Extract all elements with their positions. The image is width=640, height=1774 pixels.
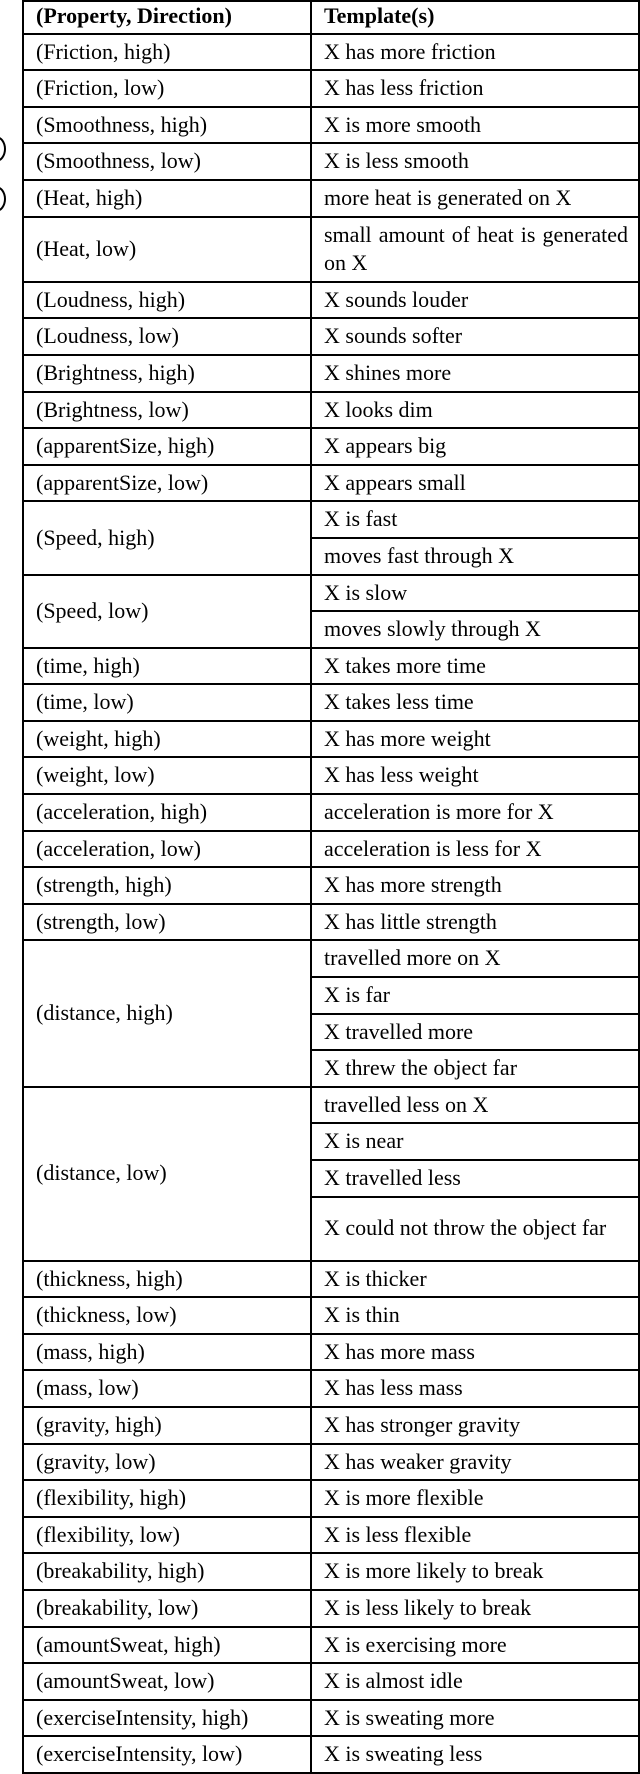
template-cell: X looks dim: [311, 392, 639, 429]
template-cell: X is thin: [311, 1297, 639, 1334]
property-direction-cell: (Brightness, high): [23, 355, 311, 392]
table-row: [23, 1627, 639, 1664]
template-cell: X has less mass: [311, 1370, 639, 1407]
template-table-container: [22, 0, 638, 1774]
margin-bracket-mark: [0, 136, 8, 162]
template-cell: moves slowly through X: [311, 611, 639, 648]
property-direction-cell: (gravity, high): [23, 1407, 311, 1444]
template-cell: X has more mass: [311, 1334, 639, 1371]
template-cell: X sounds softer: [311, 318, 639, 355]
template-cell: X is sweating more: [311, 1700, 639, 1737]
property-direction-cell: (Loudness, low): [23, 318, 311, 355]
property-direction-cell: (apparentSize, low): [23, 465, 311, 502]
template-cell: more heat is generated on X: [311, 180, 639, 217]
property-direction-cell: (Heat, high): [23, 180, 311, 217]
template-cell: X is more smooth: [311, 107, 639, 144]
property-direction-cell: (thickness, low): [23, 1297, 311, 1334]
property-direction-cell: (weight, low): [23, 757, 311, 794]
property-direction-cell: (strength, high): [23, 867, 311, 904]
property-direction-cell: (mass, low): [23, 1370, 311, 1407]
table-row: [23, 1407, 639, 1444]
table-row: [23, 1590, 639, 1627]
template-cell: X is thicker: [311, 1261, 639, 1298]
template-cell: X is almost idle: [311, 1663, 639, 1700]
property-direction-cell: (time, low): [23, 684, 311, 721]
table-row: [23, 501, 639, 538]
table-body: [23, 34, 639, 1773]
template-cell: X shines more: [311, 355, 639, 392]
property-direction-cell: (flexibility, high): [23, 1480, 311, 1517]
table-row: [23, 318, 639, 355]
template-cell: X has more strength: [311, 867, 639, 904]
table-row: [23, 392, 639, 429]
template-cell: X travelled more: [311, 1014, 639, 1051]
property-direction-cell: (Smoothness, high): [23, 107, 311, 144]
property-direction-cell: (acceleration, high): [23, 794, 311, 831]
table-header-row: [23, 1, 639, 34]
property-direction-cell: (breakability, high): [23, 1553, 311, 1590]
property-direction-cell: (apparentSize, high): [23, 428, 311, 465]
property-direction-cell: (time, high): [23, 648, 311, 685]
table-row: [23, 1700, 639, 1737]
table-row: [23, 1517, 639, 1554]
table-row: [23, 940, 639, 977]
property-direction-cell: (Friction, high): [23, 34, 311, 71]
property-direction-cell: (Speed, high): [23, 501, 311, 574]
property-direction-cell: (acceleration, low): [23, 831, 311, 868]
table-row: [23, 648, 639, 685]
property-direction-cell: (thickness, high): [23, 1261, 311, 1298]
property-template-table: [22, 0, 640, 1774]
template-cell: X is exercising more: [311, 1627, 639, 1664]
property-direction-cell: (breakability, low): [23, 1590, 311, 1627]
table-row: [23, 1553, 639, 1590]
table-row: [23, 1370, 639, 1407]
template-cell: X is fast: [311, 501, 639, 538]
template-cell: X is more likely to break: [311, 1553, 639, 1590]
template-cell: travelled more on X: [311, 940, 639, 977]
table-row: [23, 757, 639, 794]
template-cell: acceleration is less for X: [311, 831, 639, 868]
property-direction-cell: (amountSweat, low): [23, 1663, 311, 1700]
template-cell: X travelled less: [311, 1160, 639, 1197]
template-cell: X has less friction: [311, 70, 639, 107]
table-row: [23, 107, 639, 144]
template-cell: X is less smooth: [311, 143, 639, 180]
property-direction-cell: (Smoothness, low): [23, 143, 311, 180]
table-row: [23, 1480, 639, 1517]
property-direction-cell: (distance, low): [23, 1087, 311, 1261]
property-direction-cell: (exerciseIntensity, high): [23, 1700, 311, 1737]
table-row: [23, 1444, 639, 1481]
template-cell: X appears big: [311, 428, 639, 465]
template-cell: X takes more time: [311, 648, 639, 685]
header-property-direction: (Property, Direction): [23, 1, 311, 34]
template-cell: X is less likely to break: [311, 1590, 639, 1627]
property-direction-cell: (Brightness, low): [23, 392, 311, 429]
template-cell: X is slow: [311, 575, 639, 612]
template-cell: X is sweating less: [311, 1736, 639, 1773]
table-row: [23, 1334, 639, 1371]
template-cell: X takes less time: [311, 684, 639, 721]
table-row: [23, 465, 639, 502]
property-direction-cell: (strength, low): [23, 904, 311, 941]
template-cell: X has stronger gravity: [311, 1407, 639, 1444]
property-direction-cell: (gravity, low): [23, 1444, 311, 1481]
property-direction-cell: (exerciseIntensity, low): [23, 1736, 311, 1773]
template-cell: X has more weight: [311, 721, 639, 758]
table-row: [23, 721, 639, 758]
table-row: [23, 355, 639, 392]
table-row: [23, 1261, 639, 1298]
template-cell: X is more flexible: [311, 1480, 639, 1517]
template-cell: X is near: [311, 1123, 639, 1160]
table-row: [23, 217, 639, 282]
property-direction-cell: (Heat, low): [23, 217, 311, 282]
template-cell: travelled less on X: [311, 1087, 639, 1124]
template-cell: X threw the object far: [311, 1050, 639, 1087]
table-row: [23, 143, 639, 180]
table-row: [23, 1087, 639, 1124]
table-row: [23, 1297, 639, 1334]
table-row: [23, 428, 639, 465]
table-row: [23, 794, 639, 831]
template-cell: X has more friction: [311, 34, 639, 71]
table-row: [23, 282, 639, 319]
property-direction-cell: (distance, high): [23, 940, 311, 1086]
template-cell: X is less flexible: [311, 1517, 639, 1554]
table-row: [23, 684, 639, 721]
template-cell: small amount of heat is generated on X: [311, 217, 639, 282]
table-row: [23, 70, 639, 107]
property-direction-cell: (mass, high): [23, 1334, 311, 1371]
header-templates: Template(s): [311, 1, 639, 34]
table-row: [23, 867, 639, 904]
property-direction-cell: (amountSweat, high): [23, 1627, 311, 1664]
property-direction-cell: (weight, high): [23, 721, 311, 758]
table-row: [23, 180, 639, 217]
template-cell: X sounds louder: [311, 282, 639, 319]
template-cell: X has less weight: [311, 757, 639, 794]
table-row: [23, 1736, 639, 1773]
property-direction-cell: (Speed, low): [23, 575, 311, 648]
template-cell: moves fast through X: [311, 538, 639, 575]
template-cell: acceleration is more for X: [311, 794, 639, 831]
table-row: [23, 904, 639, 941]
table-row: [23, 34, 639, 71]
table-row: [23, 1663, 639, 1700]
template-cell: X has weaker gravity: [311, 1444, 639, 1481]
table-row: [23, 575, 639, 612]
property-direction-cell: (flexibility, low): [23, 1517, 311, 1554]
template-cell: X has little strength: [311, 904, 639, 941]
property-direction-cell: (Loudness, high): [23, 282, 311, 319]
template-cell: X is far: [311, 977, 639, 1014]
template-cell: X appears small: [311, 465, 639, 502]
template-cell: X could not throw the object far: [311, 1197, 639, 1261]
property-direction-cell: (Friction, low): [23, 70, 311, 107]
margin-bracket-mark: [0, 186, 8, 212]
table-row: [23, 831, 639, 868]
